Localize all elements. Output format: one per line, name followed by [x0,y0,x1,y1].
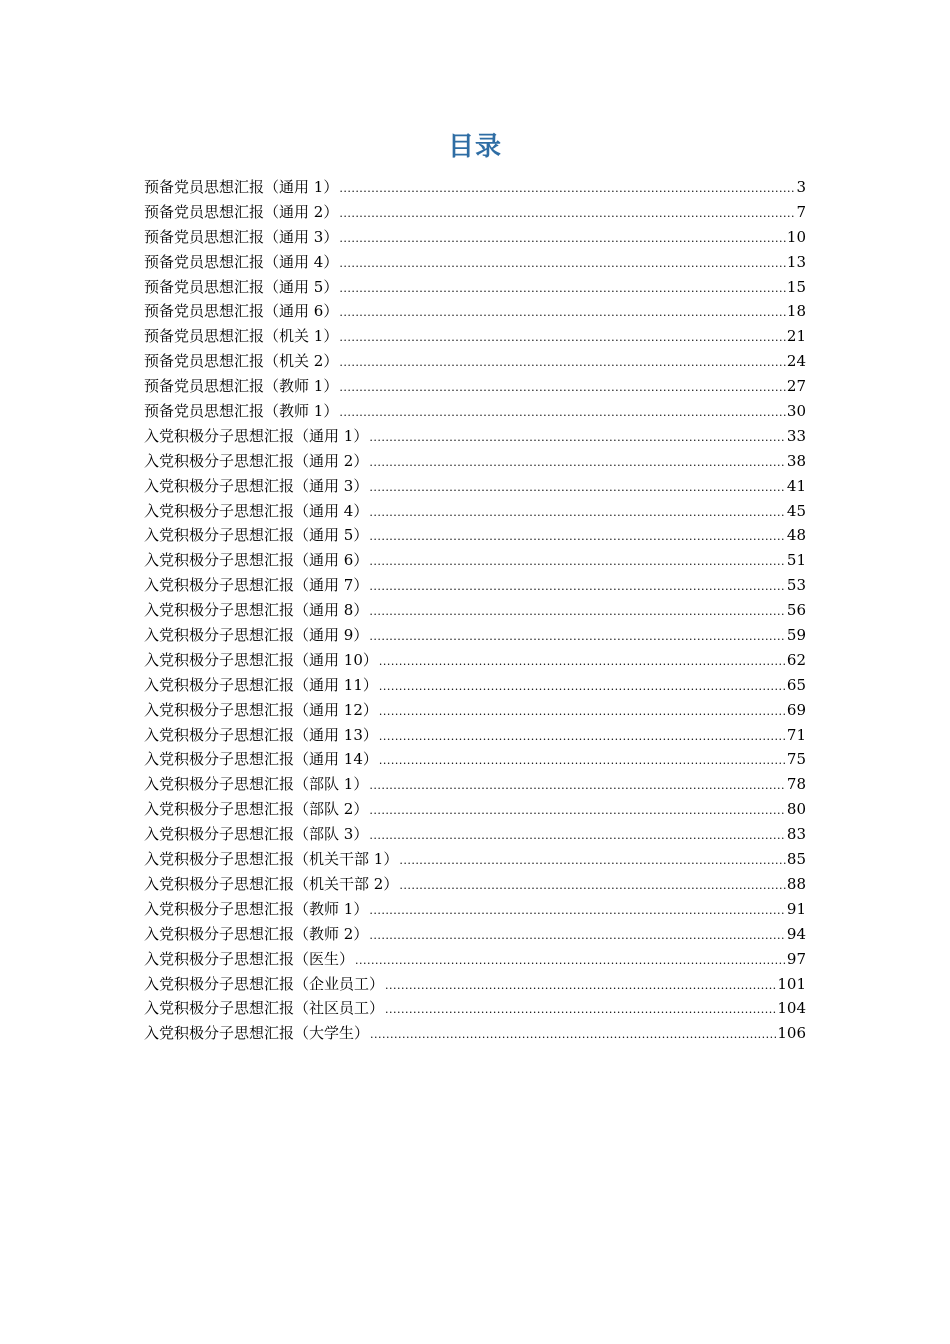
toc-page-number: 75 [786,750,806,769]
toc-entry[interactable] [144,623,806,648]
toc-entry-title: 预备党员思想汇报（通用 5） [144,277,339,296]
toc-page-number: 71 [786,725,806,744]
toc-page-number: 13 [786,252,806,271]
toc-entry[interactable] [144,897,806,922]
toc-entry[interactable] [144,822,806,847]
toc-page-number: 21 [786,327,806,346]
toc-dot-leader [379,675,786,700]
toc-list [144,175,806,1046]
toc-page-number: 65 [786,675,806,694]
toc-entry[interactable] [144,499,806,524]
toc-page-number: 48 [786,526,806,545]
toc-entry[interactable] [144,548,806,573]
toc-entry-title: 入党积极分子思想汇报（部队 1） [144,775,369,794]
toc-page-number: 59 [786,626,806,645]
toc-page-number: 62 [786,650,806,669]
toc-page-number: 30 [786,402,806,421]
toc-dot-leader [379,650,786,675]
toc-page-number: 27 [786,377,806,396]
toc-entry[interactable] [144,747,806,772]
toc-dot-leader [369,924,786,949]
toc-entry[interactable] [144,225,806,250]
toc-page-number: 69 [786,700,806,719]
toc-entry-title: 预备党员思想汇报（机关 1） [144,327,339,346]
toc-entry[interactable] [144,972,806,997]
toc-entry[interactable] [144,1021,806,1046]
toc-entry-title: 入党积极分子思想汇报（企业员工） [144,974,385,993]
toc-page-number: 45 [786,501,806,520]
toc-dot-leader [370,1023,776,1048]
toc-entry-title: 预备党员思想汇报（教师 1） [144,377,339,396]
toc-page-number: 78 [786,775,806,794]
toc-entry-title: 入党积极分子思想汇报（机关干部 2） [144,874,399,893]
toc-entry-title: 入党积极分子思想汇报（通用 12） [144,700,378,719]
toc-page-number: 51 [786,551,806,570]
toc-page-number: 15 [786,277,806,296]
toc-dot-leader [339,376,786,401]
toc-dot-leader [369,451,786,476]
toc-dot-leader [369,824,786,849]
toc-entry-title: 入党积极分子思想汇报（通用 8） [144,601,369,620]
toc-entry[interactable] [144,200,806,225]
toc-entry-title: 入党积极分子思想汇报（医生） [144,949,355,968]
toc-entry-title: 入党积极分子思想汇报（大学生） [144,1024,370,1043]
toc-entry[interactable] [144,374,806,399]
toc-entry-title: 预备党员思想汇报（通用 3） [144,227,339,246]
toc-entry[interactable] [144,299,806,324]
toc-entry-title: 入党积极分子思想汇报（通用 7） [144,576,369,595]
toc-entry-title: 入党积极分子思想汇报（通用 4） [144,501,369,520]
toc-entry-title: 入党积极分子思想汇报（社区员工） [144,999,385,1018]
toc-entry-title: 预备党员思想汇报（通用 6） [144,302,339,321]
toc-dot-leader [369,476,786,501]
toc-entry[interactable] [144,797,806,822]
toc-dot-leader [385,974,776,999]
toc-entry-title: 入党积极分子思想汇报（通用 10） [144,650,378,669]
toc-entry[interactable] [144,673,806,698]
toc-page-number: 94 [786,924,806,943]
toc-entry[interactable] [144,598,806,623]
toc-entry-title: 入党积极分子思想汇报（通用 9） [144,626,369,645]
toc-entry[interactable] [144,449,806,474]
toc-page-number: 33 [786,426,806,445]
toc-entry[interactable] [144,523,806,548]
toc-dot-leader [369,550,786,575]
toc-page-number: 10 [786,227,806,246]
toc-entry[interactable] [144,698,806,723]
toc-entry[interactable] [144,947,806,972]
toc-page-number: 97 [786,949,806,968]
toc-entry-title: 入党积极分子思想汇报（通用 6） [144,551,369,570]
toc-entry[interactable] [144,399,806,424]
toc-page-number: 104 [777,999,806,1018]
toc-entry-title: 入党积极分子思想汇报（机关干部 1） [144,850,399,869]
toc-page-number: 24 [786,352,806,371]
toc-entry[interactable] [144,474,806,499]
toc-dot-leader [369,899,786,924]
toc-page-number: 7 [796,202,806,221]
toc-page-number: 85 [786,850,806,869]
toc-dot-leader [369,525,786,550]
toc-entry-title: 入党积极分子思想汇报（通用 5） [144,526,369,545]
toc-entry[interactable] [144,723,806,748]
toc-page-number: 101 [777,974,806,993]
page-title: 目录 [447,132,502,162]
toc-dot-leader [385,998,776,1023]
toc-dot-leader [355,949,786,974]
toc-page-number: 53 [786,576,806,595]
toc-page-number: 18 [786,302,806,321]
toc-entry-title: 预备党员思想汇报（机关 2） [144,352,339,371]
toc-dot-leader [369,575,786,600]
toc-dot-leader [379,749,786,774]
toc-dot-leader [369,774,786,799]
toc-dot-leader [379,725,786,750]
toc-entry-title: 入党积极分子思想汇报（通用 11） [144,675,378,694]
toc-entry[interactable] [144,648,806,673]
toc-entry-title: 预备党员思想汇报（通用 1） [144,178,339,196]
toc-entry-title: 入党积极分子思想汇报（通用 1） [144,426,369,445]
toc-page-number: 41 [786,476,806,495]
toc-dot-leader [369,426,786,451]
toc-page-number: 88 [786,874,806,893]
toc-dot-leader [339,277,786,302]
toc-entry-title: 入党积极分子思想汇报（部队 2） [144,800,369,819]
toc-entry[interactable] [144,996,806,1021]
toc-dot-leader [339,252,786,277]
toc-dot-leader [339,177,795,202]
toc-dot-leader [339,351,786,376]
toc-dot-leader [369,600,786,625]
toc-page-number: 38 [786,451,806,470]
toc-entry-title: 预备党员思想汇报（通用 4） [144,252,339,271]
toc-dot-leader [339,326,786,351]
toc-entry-title: 入党积极分子思想汇报（通用 14） [144,750,378,769]
toc-entry-title: 入党积极分子思想汇报（通用 13） [144,725,378,744]
toc-page-number: 106 [777,1024,806,1043]
toc-entry[interactable] [144,250,806,275]
toc-entry-title: 入党积极分子思想汇报（教师 1） [144,899,369,918]
toc-entry-title: 入党积极分子思想汇报（教师 2） [144,924,369,943]
toc-dot-leader [379,700,786,725]
toc-page-number: 83 [786,825,806,844]
toc-entry[interactable] [144,424,806,449]
toc-entry[interactable] [144,772,806,797]
toc-entry[interactable] [144,847,806,872]
toc-page-number: 56 [786,601,806,620]
toc-page-number: 80 [786,800,806,819]
toc-entry[interactable] [144,275,806,300]
toc-dot-leader [369,625,786,650]
toc-page-number: 91 [786,899,806,918]
toc-dot-leader [399,874,786,899]
toc-dot-leader [339,202,795,227]
toc-entry[interactable] [144,922,806,947]
toc-entry[interactable] [144,349,806,374]
toc-dot-leader [339,227,786,252]
toc-entry[interactable] [144,872,806,897]
toc-dot-leader [339,401,786,426]
toc-entry-title: 预备党员思想汇报（教师 1） [144,402,339,421]
toc-dot-leader [399,849,786,874]
toc-dot-leader [339,301,786,326]
toc-page-number: 3 [796,178,806,196]
toc-entry[interactable] [144,573,806,598]
toc-dot-leader [369,799,786,824]
toc-entry-title: 预备党员思想汇报（通用 2） [144,202,339,221]
toc-entry[interactable] [144,324,806,349]
toc-entry-title: 入党积极分子思想汇报（通用 3） [144,476,369,495]
toc-entry[interactable] [144,175,806,200]
toc-entry-title: 入党积极分子思想汇报（通用 2） [144,451,369,470]
toc-dot-leader [369,501,786,526]
toc-entry-title: 入党积极分子思想汇报（部队 3） [144,825,369,844]
